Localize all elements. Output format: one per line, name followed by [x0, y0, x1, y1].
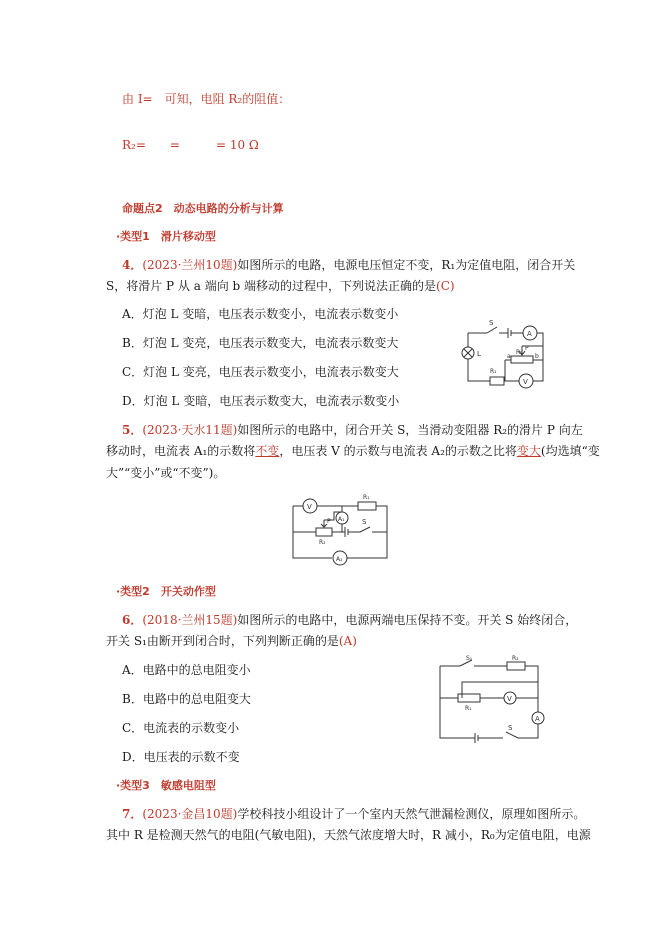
q6-label-a: A — [535, 715, 540, 723]
q4-option-c: C．灯泡 L 变亮，电压表示数变小，电流表示数变大 — [122, 365, 399, 379]
q5-stem-line-1 — [122, 422, 583, 438]
type-1-heading: ·类型1 滑片移动型 — [116, 230, 216, 243]
q6-option-a: A．电路中的总电阻变小 — [122, 663, 251, 677]
q4-circuit-diagram — [455, 316, 555, 391]
q6-stem-b: 开关 S₁由断开到闭合时，下列判断正确的是 — [106, 634, 339, 648]
q6-label-s: S — [508, 724, 513, 732]
q6-label-r2: R₂ — [512, 655, 519, 662]
q5-number: 5． — [122, 423, 143, 437]
q5-stem-b3: (均选填“变 — [540, 444, 600, 458]
q4-stem-line-2 — [106, 278, 455, 294]
q4-label-l: L — [477, 350, 481, 358]
q6-stem-line-1 — [122, 612, 577, 628]
q4-answer: (C) — [436, 279, 455, 293]
formula-line-2: R₂= = = 10 Ω — [122, 138, 259, 152]
q4-label-p: P — [525, 345, 529, 352]
q5-label-a1: A₁ — [338, 516, 345, 523]
q6-label-s1: S₁ — [466, 655, 473, 662]
q6-stem-line-2 — [106, 633, 357, 649]
q5-blank-2: 变大 — [516, 444, 541, 458]
type-3-heading: ·类型3 敏感电阻型 — [116, 779, 216, 792]
q7-number: 7． — [122, 807, 143, 821]
type-2-heading: ·类型2 开关动作型 — [116, 585, 216, 598]
q5-source: (2023·天水11题) — [142, 423, 238, 437]
q4-number: 4． — [122, 258, 143, 272]
q4-option-d: D．灯泡 L 变暗，电压表示数变大，电流表示数变小 — [122, 394, 400, 408]
q7-stem-a: 学校科技小组设计了一个室内天然气泄漏检测仪，原理如图所示。 — [237, 807, 586, 821]
q7-stem-line-2: 其中 R 是检测天然气的电阻(气敏电阻)，天然气浓度增大时，R 减小，R₀为定值电阻，电源 — [106, 828, 591, 842]
q6-circuit-diagram — [432, 652, 547, 747]
q7-stem-line-1 — [122, 806, 585, 822]
q6-option-b: B．电路中的总电阻变大 — [122, 692, 251, 706]
q6-answer: (A) — [338, 634, 357, 648]
q6-label-v: V — [507, 695, 512, 703]
q4-label-s: S — [489, 319, 494, 327]
q5-label-p: P — [327, 518, 331, 525]
q6-option-c: C．电流表的示数变小 — [122, 721, 240, 735]
q5-stem-line-2 — [106, 443, 600, 459]
q5-stem-b1: 移动时，电流表 A₁的示数将 — [106, 444, 256, 458]
q4-label-ea: a — [507, 353, 511, 360]
q4-source: (2023·兰州10题) — [142, 258, 238, 272]
q5-circuit-diagram — [290, 488, 395, 568]
q5-blank-1: 不变 — [255, 444, 280, 458]
q6-number: 6． — [122, 613, 143, 627]
q6-label-r1: R₁ — [465, 705, 472, 712]
q4-label-r1: R₁ — [490, 368, 497, 375]
q6-source: (2018·兰州15题) — [142, 613, 238, 627]
q5-stem-a: 如图所示的电路中，闭合开关 S，当滑动变阻器 R₂的滑片 P 向左 — [237, 423, 583, 437]
q4-stem-a: 如图所示的电路，电源电压恒定不变，R₁为定值电阻，闭合开关 — [237, 258, 576, 272]
q4-option-b: B．灯泡 L 变亮，电压表示数变大，电流表示数变大 — [122, 336, 399, 350]
q4-stem-b: S，将滑片 P 从 a 端向 b 端移动的过程中，下列说法正确的是 — [106, 279, 437, 293]
q4-label-a: A — [527, 330, 532, 338]
q4-label-r2: R₂ — [516, 349, 523, 356]
q4-stem-line-1 — [122, 257, 575, 273]
q4-label-v: V — [523, 378, 528, 386]
section-title: 命题点2 动态电路的分析与计算 — [122, 202, 284, 215]
q5-label-a2: A₂ — [336, 556, 343, 563]
q5-stem-b2: ，电压表 V 的示数与电流表 A₂的示数之比将 — [279, 444, 517, 458]
q5-label-r1: R₁ — [363, 494, 370, 501]
q5-label-s: S — [362, 518, 367, 526]
q4-label-eb: b — [535, 353, 539, 360]
q5-label-r2: R₂ — [319, 539, 326, 546]
q4-option-a: A．灯泡 L 变暗，电压表示数变小，电流表示数变小 — [122, 307, 399, 321]
q5-label-v: V — [307, 503, 312, 511]
formula-line-1: 由 I= 可知，电阻 R₂的阻值： — [122, 92, 291, 106]
q5-stem-line-3: 大”“变小”或“不变”)。 — [106, 466, 226, 480]
q6-stem-a: 如图所示的电路中，电源两端电压保持不变。开关 S 始终闭合， — [237, 613, 578, 627]
q7-source: (2023·金昌10题) — [142, 807, 238, 821]
q6-option-d: D．电压表的示数不变 — [122, 750, 240, 764]
